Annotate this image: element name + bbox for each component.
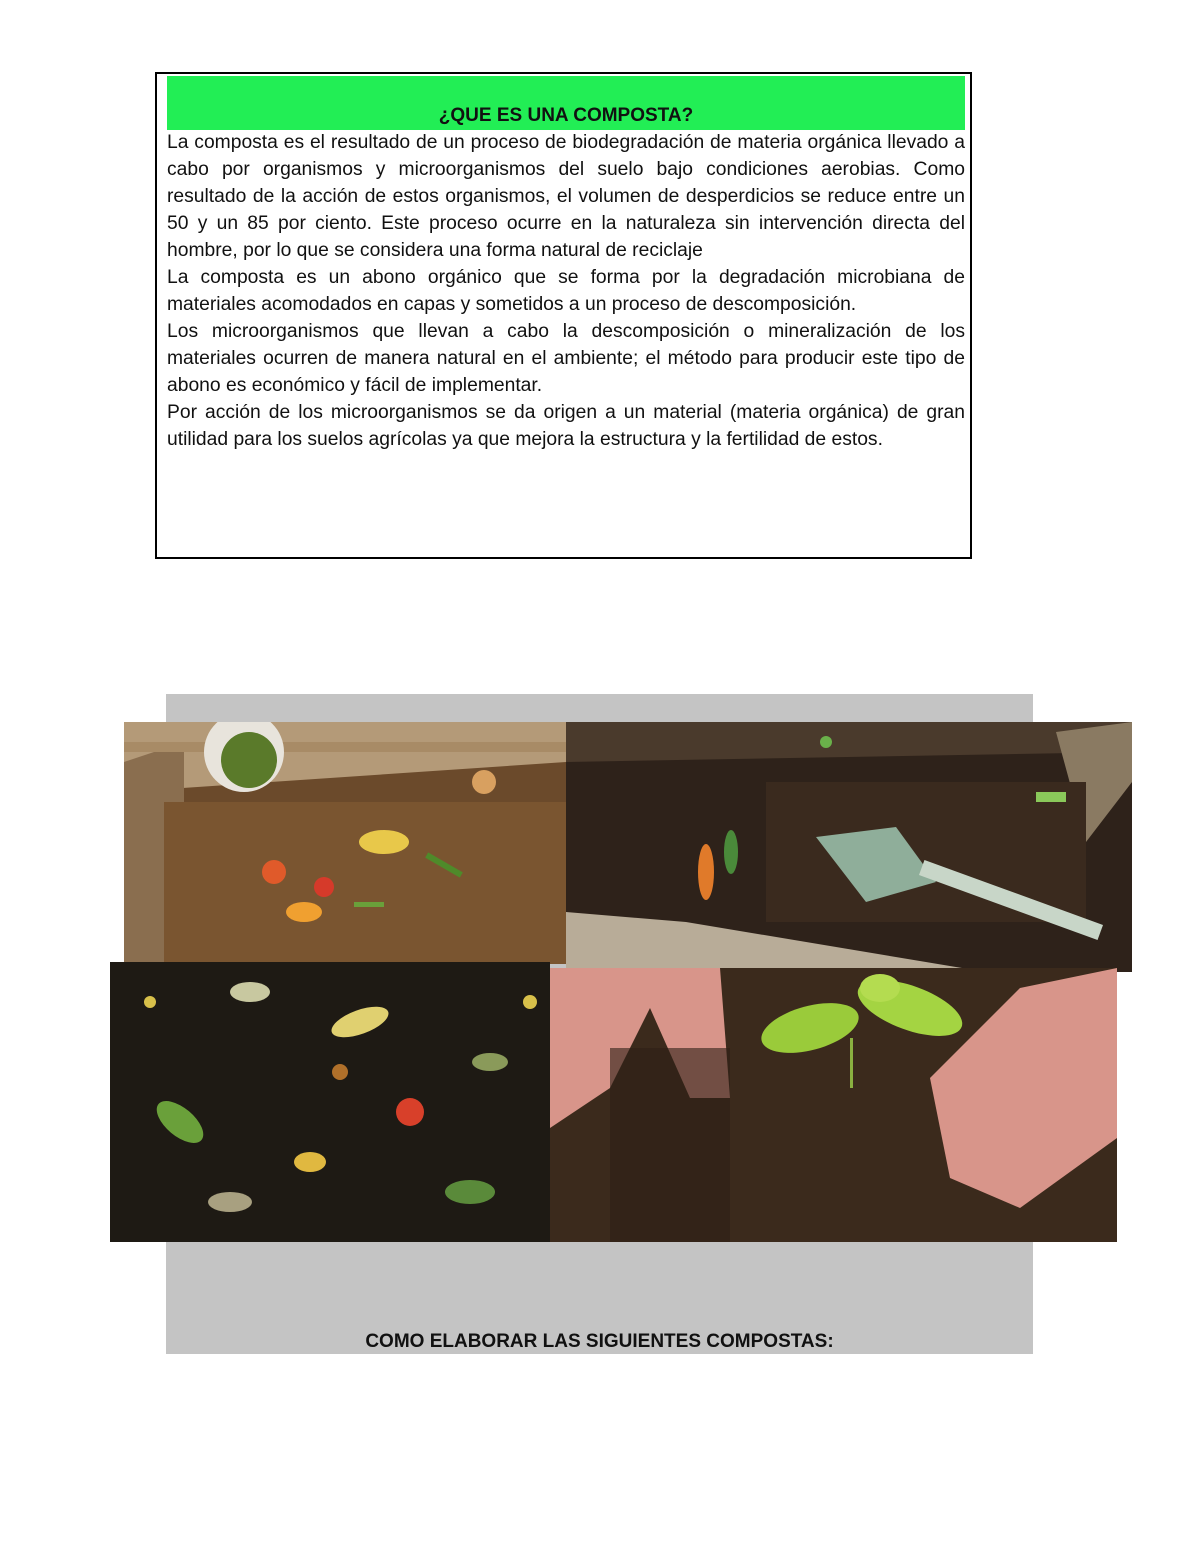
photo-organic-scraps-soil	[110, 962, 550, 1242]
photo-hands-seedling	[550, 968, 1117, 1242]
page-title: ¿QUE ES UNA COMPOSTA?	[438, 105, 694, 126]
paragraph-beneficios: Por acción de los microorganismos se da origen a un material (materia orgánica) de gran utilidad para los suelos agrícolas ya que mejora la estructura y la fertilidad de estos.	[167, 402, 965, 450]
paragraph-microorganismos: Los microorganismos que llevan a cabo la descomposición o mineralización de los materiales ocurren de manera natural en el ambiente; el método para producir este tipo de abono es económico y fácil de implementar.	[167, 321, 965, 396]
photo-compost-trowel	[566, 722, 1132, 972]
composta-textbox	[155, 72, 972, 559]
paragraph-definition: La composta es el resultado de un proceso de biodegradación de materia orgánica llevado a cabo por organismos y microorganismos del suelo bajo condiciones aerobias. Como resultado de la acción de estos organismos, el volumen de desperdicios se reduce entre un 50 y un 85 por ciento. Este proceso ocurre en la naturaleza sin intervención directa del hombre, por lo que se considera una forma natural de reciclaje	[167, 132, 965, 261]
paragraph-abono: La composta es un abono orgánico que se forma por la degradación microbiana de materiales acomodados en capas y sometidos a un proceso de descomposición.	[167, 267, 965, 315]
body-text	[167, 129, 965, 453]
gallery-subtitle: COMO ELABORAR LAS SIGUIENTES COMPOSTAS:	[365, 1331, 834, 1352]
photo-compost-bin-scraps	[124, 722, 566, 964]
